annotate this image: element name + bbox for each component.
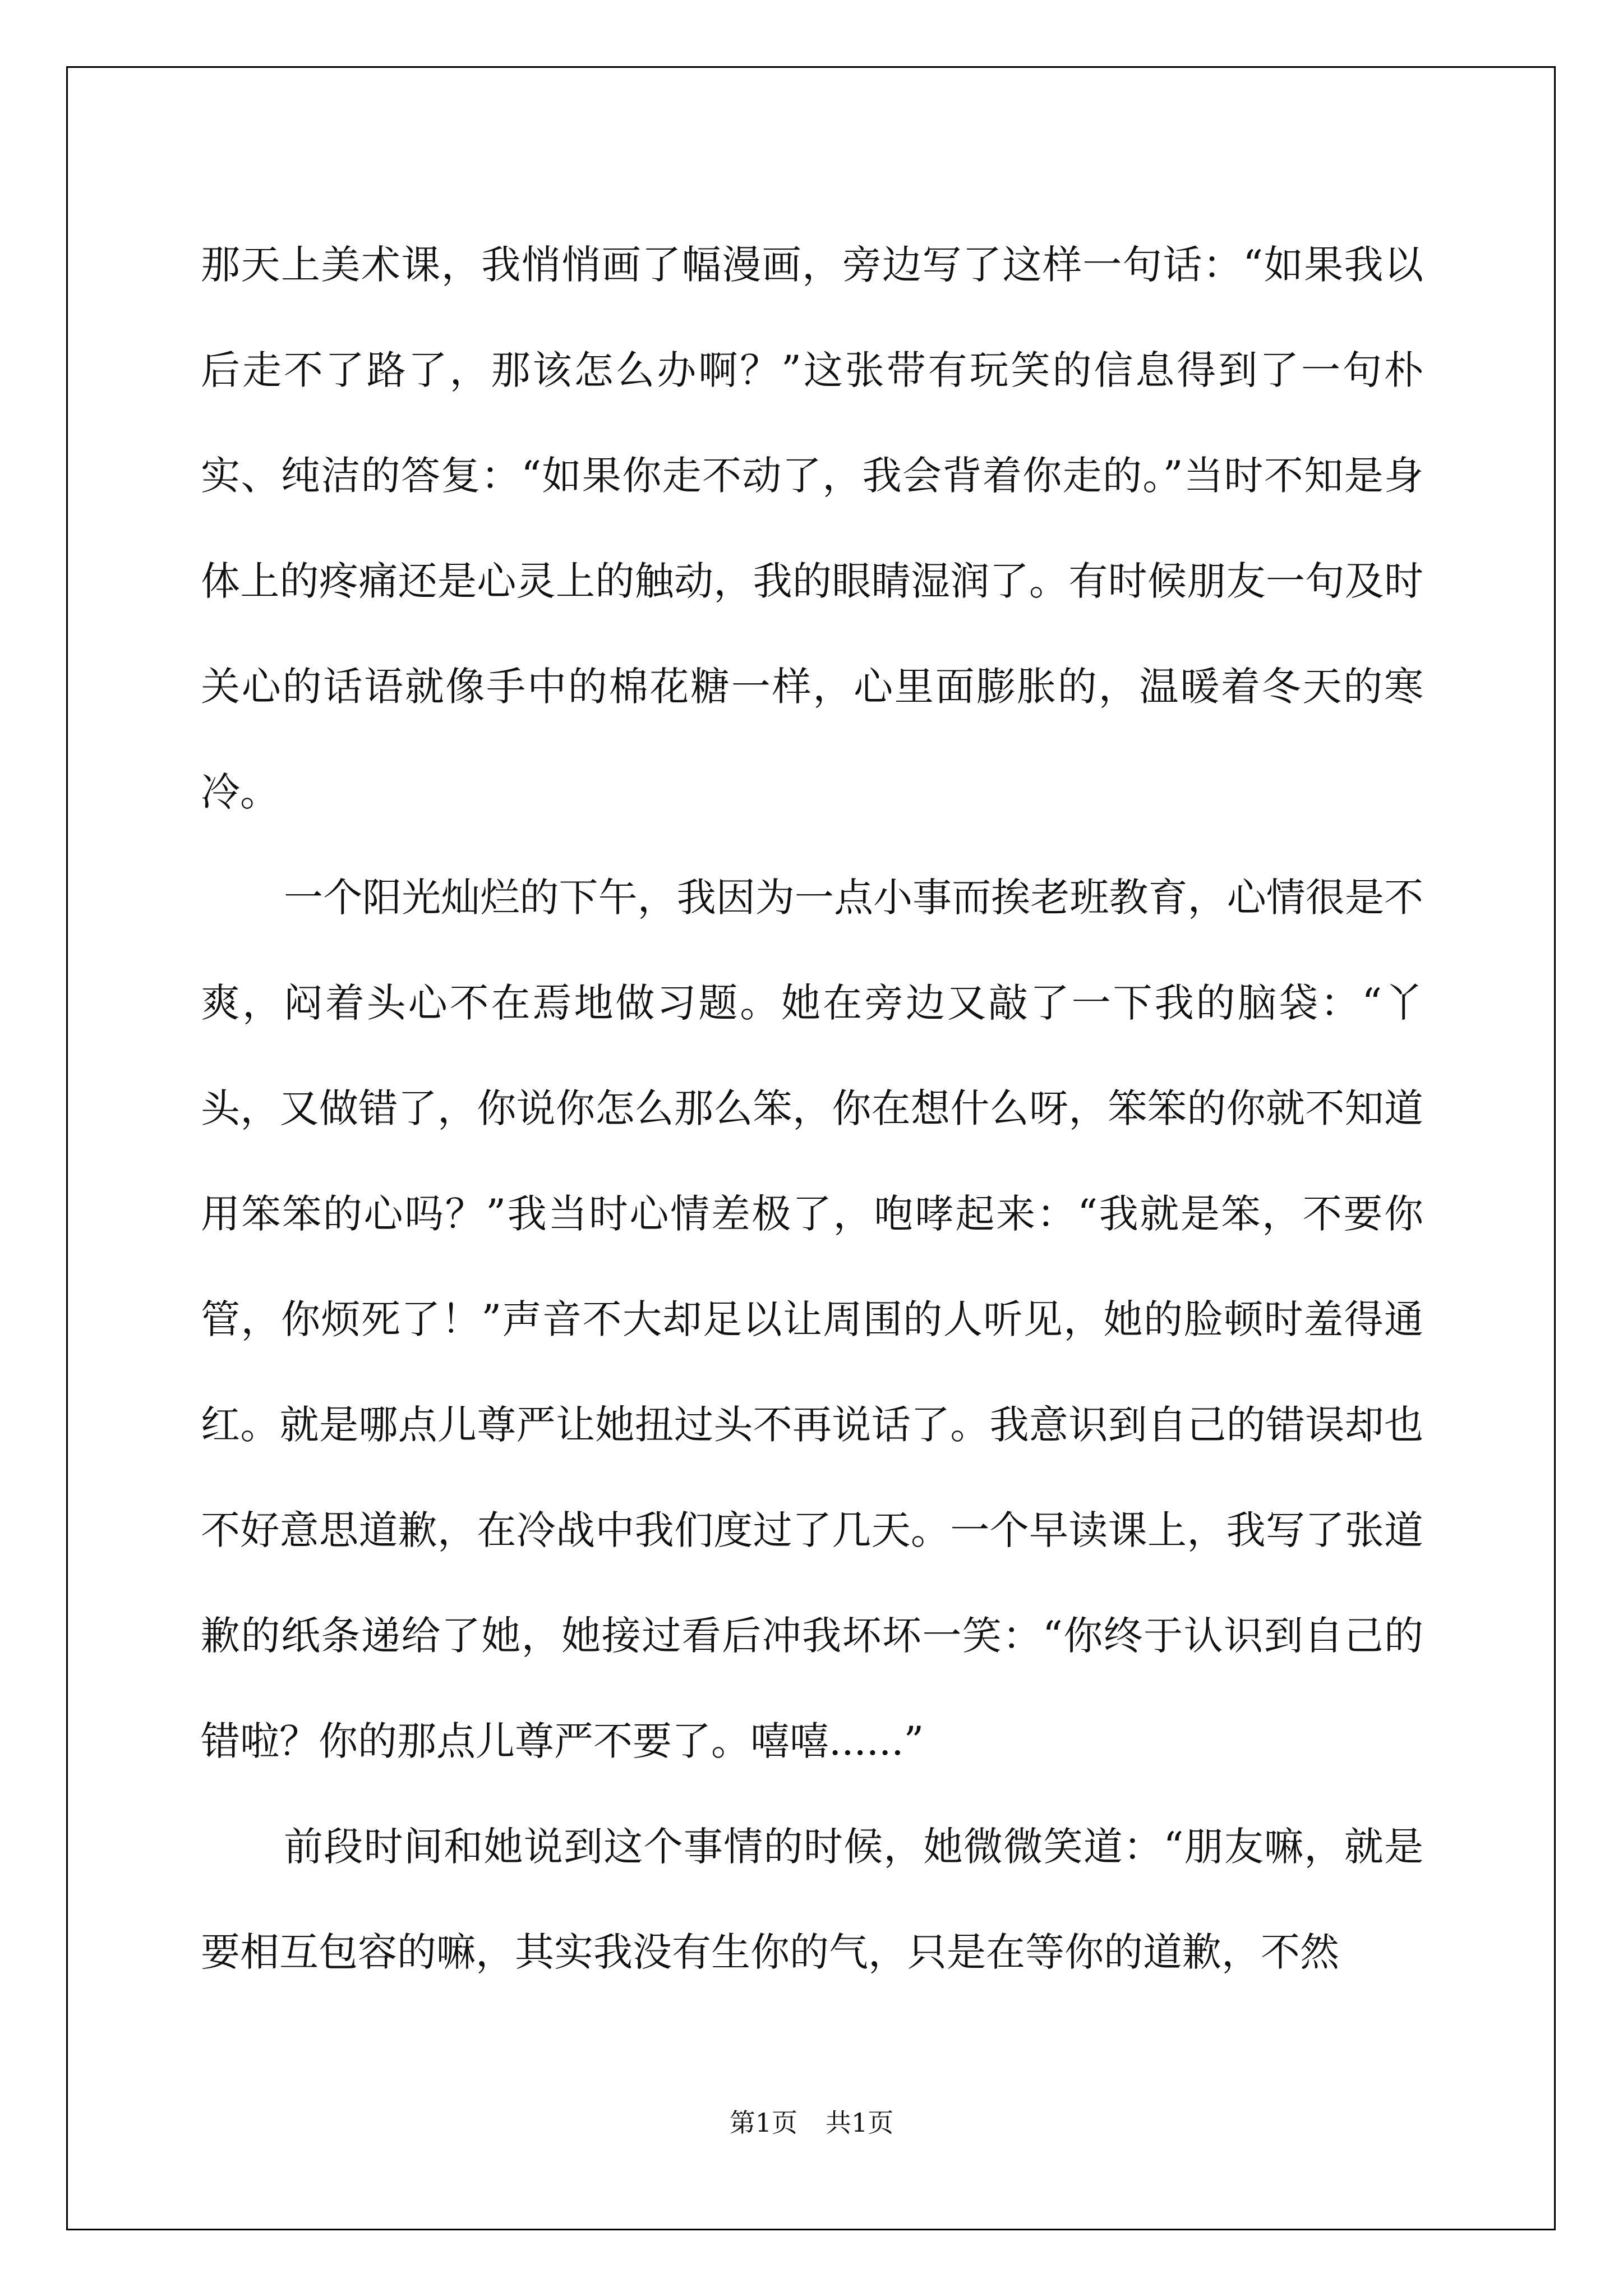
paragraph-2: 一个阳光灿烂的下午，我因为一点小事而挨老班教育，心情很是不爽，闷着头心不在焉地做习题。她在旁边又敲了一下我的脑袋：“丫头，又做错了，你说你怎么那么笨，你在想什么呀，笨笨的你就不知道用笨笨的心吗？”我当时心情差极了，咆哮起来：“我就是笨，不要你管，你烦死了！”声音不大却足以让周围的人听见，她的脸顿时羞得通红。就是哪点儿尊严让她扭过头不再说话了。我意识到自己的错误却也不好意思道歉，在冷战中我们度过了几天。一个早读课上，我写了张道歉的纸条递给了她，她接过看后冲我坏坏一笑：“你终于认识到自己的错啦？你的那点儿尊严不要了。嘻嘻......”	[201, 875, 1423, 1764]
page-number-total: 共1页	[826, 2108, 894, 2138]
page-footer	[0, 2102, 1623, 2139]
paragraph-3: 前段时间和她说到这个事情的时候，她微微笑道：“朋友嘛，就是要相互包容的嘛，其实我没有生你的气，只是在等你的道歉，不然	[201, 1824, 1423, 1975]
page-number-current: 第1页	[729, 2108, 797, 2138]
document-body	[201, 212, 1423, 2005]
paragraph-1: 那天上美术课，我悄悄画了幅漫画，旁边写了这样一句话：“如果我以后走不了路了，那该怎么办啊？”这张带有玩笑的信息得到了一句朴实、纯洁的答复：“如果你走不动了，我会背着你走的。”当时不知是身体上的疼痛还是心灵上的触动，我的眼睛湿润了。有时候朋友一句及时关心的话语就像手中的棉花糖一样，心里面膨胀的，温暖着冬天的寒冷。	[201, 242, 1423, 815]
